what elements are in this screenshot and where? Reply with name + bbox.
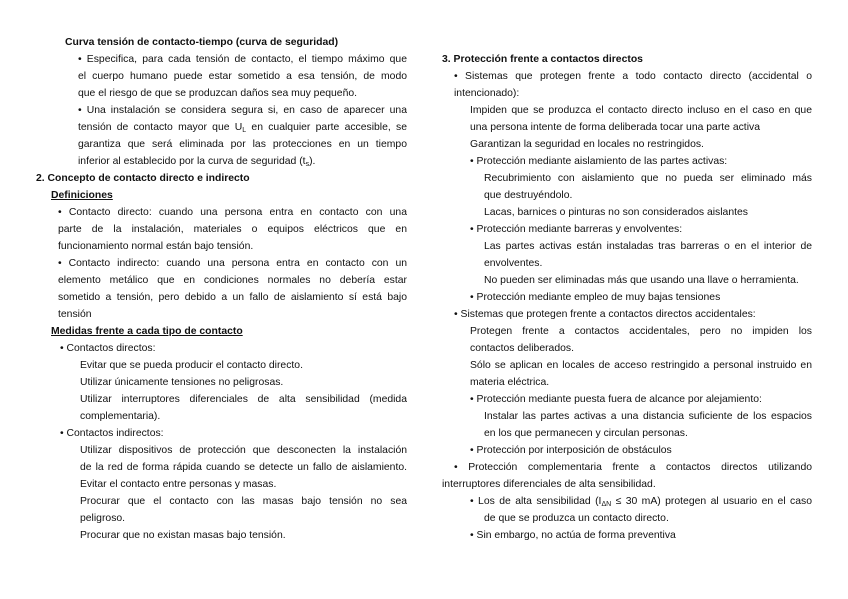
bullet-bajas-tensiones: • Protección mediante empleo de muy bajas tensiones xyxy=(470,292,721,303)
def-indirect-line: elemento metálico que en condiciones normales no debería estar xyxy=(58,275,407,286)
bullet-barreras: • Protección mediante barreras y envolventes: xyxy=(470,224,683,235)
system-all-desc: Garantizan la seguridad en locales no restringidos. xyxy=(470,139,704,150)
aislamiento-desc: Lacas, barnices o pinturas no son considerados aislantes xyxy=(484,207,748,218)
safety-paragraph-line: tensión de contacto mayor que $U_L$ en cualquier parte accesible, se xyxy=(78,122,407,134)
directos-title: • Contactos directos: xyxy=(60,343,156,354)
right-column xyxy=(442,51,812,544)
safety-paragraph-line: garantiza que será eliminada por las protecciones en un tiempo xyxy=(78,139,407,150)
directos-item: Evitar que se pueda producir el contacto directo. xyxy=(80,360,303,371)
indirectos-title: • Contactos indirectos: xyxy=(60,428,164,439)
left-column xyxy=(36,34,407,544)
indirectos-item: Procurar que no existan masas bajo tensión. xyxy=(80,530,286,541)
barreras-desc: Las partes activas están instaladas tras barreras o en el interior de xyxy=(484,241,812,252)
complementaria-line: • Protección complementaria frente a contactos directos utilizando xyxy=(454,462,812,473)
section-3-heading: 3. Protección frente a contactos directos xyxy=(442,54,643,65)
bullet-alta-sensibilidad: • Los de alta sensibilidad ($I_{\Delta N} \le 30$ mA) protegen al usuario en el caso xyxy=(470,496,812,508)
alta-sensibilidad-desc: de que se produzca un contacto directo. xyxy=(484,513,669,524)
curve-paragraph-line: • Especifica, para cada tensión de contacto, el tiempo máximo que xyxy=(78,54,407,65)
curve-paragraph-line: que el riesgo de que se produzcan daños sea muy pequeño. xyxy=(78,88,358,99)
accidental-desc: Protegen frente a contactos accidentales, pero no impiden los xyxy=(470,326,812,337)
barreras-desc: envolventes. xyxy=(484,258,543,269)
aislamiento-desc: que destruyéndolo. xyxy=(484,190,573,201)
indirectos-item: Utilizar dispositivos de protección que desconecten la instalación xyxy=(80,445,407,456)
def-direct-line: • Contacto directo: cuando una persona entra en contacto con una xyxy=(58,207,407,218)
bullet-aislamiento: • Protección mediante aislamiento de las partes activas: xyxy=(470,156,728,167)
def-indirect-line: • Contacto indirecto: cuando una persona entra en contacto con un xyxy=(58,258,407,269)
indirectos-item: Evitar el contacto entre personas y masas. xyxy=(80,479,277,490)
medidas-heading: Medidas frente a cada tipo de contacto xyxy=(51,326,243,337)
system-all-desc: una persona intente de forma deliberada tocar una parte activa xyxy=(470,122,760,133)
system-all-line: • Sistemas que protegen frente a todo contacto directo (accidental o xyxy=(454,71,812,82)
safety-paragraph-line: inferior al establecido por la curva de seguridad $(t_s)$. xyxy=(78,156,316,168)
def-indirect-line: tensión xyxy=(58,309,92,320)
bullet-preventiva: • Sin embargo, no actúa de forma preventiva xyxy=(470,530,676,541)
directos-item: Utilizar únicamente tensiones no peligrosas. xyxy=(80,377,284,388)
indirectos-item: Procurar que el contacto con las masas bajo tensión no sea xyxy=(80,496,407,507)
section-2-heading: 2. Concepto de contacto directo e indirecto xyxy=(36,173,250,184)
accidental-desc: materia eléctrica. xyxy=(470,377,550,388)
system-accidental-line: • Sistemas que protegen frente a contactos directos accidentales: xyxy=(454,309,756,320)
directos-item: complementaria). xyxy=(80,411,161,422)
def-direct-line: funcionamiento normal están bajo tensión. xyxy=(58,241,254,252)
def-direct-line: parte de la instalación, materiales o equipos eléctricos que en xyxy=(58,224,407,235)
system-all-desc: Impiden que se produzca el contacto directo incluso en el caso en que xyxy=(470,105,812,116)
system-all-line: intencionado): xyxy=(454,88,520,99)
bullet-alejamiento: • Protección mediante puesta fuera de alcance por alejamiento: xyxy=(470,394,762,405)
curve-paragraph-line: el cuerpo humano puede estar sometido a esa tensión, de modo xyxy=(78,71,407,82)
bullet-obstaculos: • Protección por interposición de obstáculos xyxy=(470,445,672,456)
indirectos-item: de la red de forma rápida cuando se detecte un fallo de aislamiento. xyxy=(80,462,407,473)
indirectos-item: peligroso. xyxy=(80,513,126,524)
accidental-desc: contactos deliberados. xyxy=(470,343,574,354)
definiciones-heading: Definiciones xyxy=(51,190,113,201)
curve-title: Curva tensión de contacto-tiempo (curva de seguridad) xyxy=(65,37,339,48)
barreras-desc: No pueden ser eliminadas más que usando una llave o herramienta. xyxy=(484,275,799,286)
safety-paragraph-line: • Una instalación se considera segura si, en caso de aparecer una xyxy=(78,105,407,116)
alejamiento-desc: en los que permanecen y circulan personas. xyxy=(484,428,688,439)
alejamiento-desc: Instalar las partes activas a una distancia suficiente de los espacios xyxy=(484,411,812,422)
def-indirect-line: sometido a tensión, pero debido a un fallo de aislamiento sí está bajo xyxy=(58,292,407,303)
accidental-desc: Sólo se aplican en locales de acceso restringido a personal instruido en xyxy=(470,360,812,371)
directos-item: Utilizar interruptores diferenciales de alta sensibilidad (medida xyxy=(80,394,407,405)
complementaria-line: interruptores diferenciales de alta sensibilidad. xyxy=(442,479,656,490)
aislamiento-desc: Recubrimiento con aislamiento que no pueda ser eliminado más xyxy=(484,173,812,184)
